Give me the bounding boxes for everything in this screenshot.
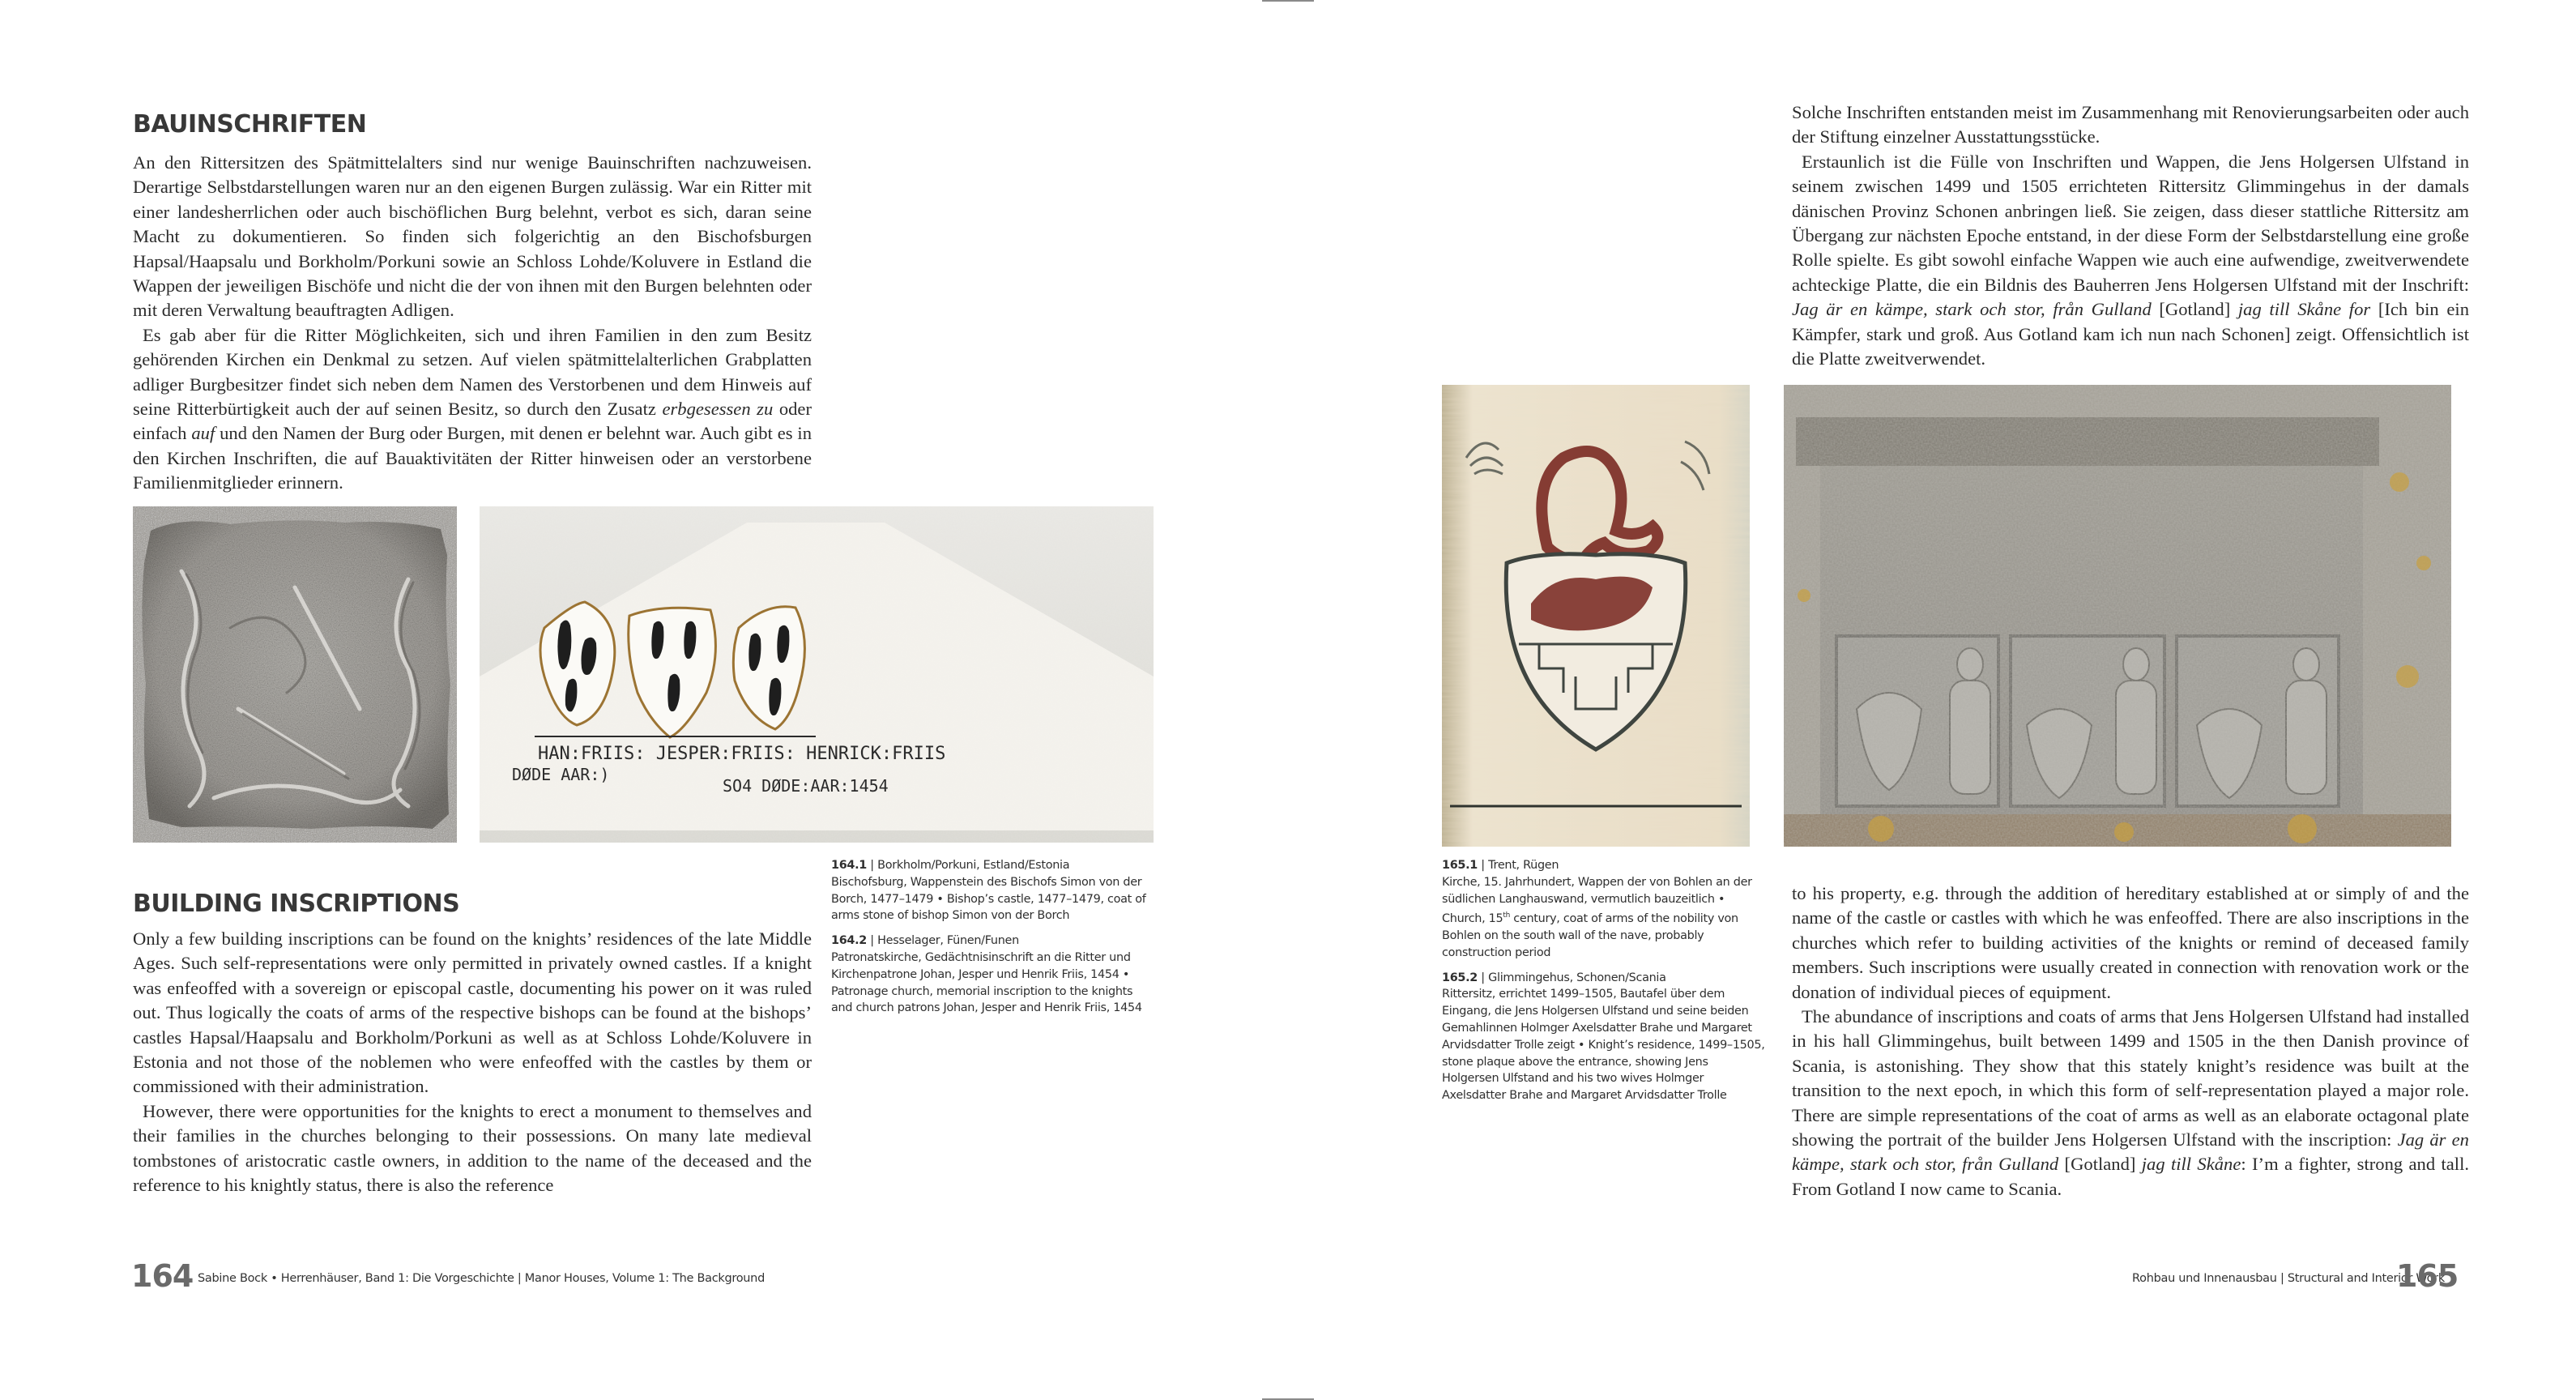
paragraph: Solche Inschriften entstanden meist im Zusammenhang mit Renovierungsarbeiten oder auch der Stiftung einzelner Ausstattungsstücke.: [1792, 102, 2469, 147]
page-number-left: 164: [131, 1258, 194, 1294]
caption-number: 164.2: [831, 934, 868, 948]
painted-coat-of-arms-image: [1442, 385, 1750, 847]
inscription-line-1: HAN:FRIIS: JESPER:FRIIS: HENRICK:FRIIS: [538, 744, 946, 764]
photo-165-2-glimmingehus-stone-plaque: [1784, 385, 2451, 847]
caption-164-2: 164.2 | Hesselager, Fünen/Funen Patronatskirche, Gedächtnisinschrift an die Ritter und Kirchenpatrone Johan, Jesper und Henrik Friis, 1454 • Patronage church, memorial inscription to the knights and church patrons Johan, Jesper and Henrik Friis, 1454: [831, 934, 1142, 1015]
caption-place: Borkholm/Porkuni, Estland/Estonia: [877, 859, 1070, 872]
caption-german: Kirche, 15. Jahrhundert, Wappen der von Bohlen an der südlichen Langhauswand, vermutlich bauzeitlich: [1442, 875, 1752, 906]
caption-german: Patronatskirche, Gedächtnisinschrift an die Ritter und Kirchenpatrone Johan, Jesper und Henrik Friis, 1454: [831, 950, 1131, 981]
paragraph: Erstaunlich ist die Fülle von Inschriften und Wappen, die Jens Holgersen Ulfstand in seinem zwischen 1499 und 1505 errichteten Rittersitz Glimmingehus in der damals dänischen Provinz Schonen anbringen ließ. Sie zeigen, dass dieser stattliche Rittersitz am Übergang zur nächsten Epoche entstand, in der diese Form der Selbstdarstellung eine große Rolle spielte. Es gibt sowohl einfache Wappen wie auch eine aufwendige, zweitverwendete achteckige Platte, die ein Bildnis des Bauherren Jens Holgersen Ulfstand mit der Inschrift: Jag är en kämpe, stark och stor, från Gulland [Gotland] jag till Skåne for [Ich bin ein Kämpfer, stark und groß. Aus Gotland kam ich nun nach Schonen] zeigt. Offensichtlich ist die Platte zweitverwendet.: [1792, 151, 2469, 369]
photo-164-2-memorial-inscription: [480, 506, 1154, 843]
captions-right: [1442, 857, 1766, 1112]
caption-english: Knight’s residence, 1499–1505, stone plaque above the entrance, showing Jens Holgersen Ulfstand and his two wives Holmger Axelsdatter Brahe and Margaret Arvidsdatter Trolle: [1442, 1038, 1765, 1103]
caption-number: 164.1: [831, 859, 868, 872]
inscription-line-2-left: DØDE AAR:): [512, 765, 610, 784]
inscription-line-2-right: SO4 DØDE:AAR:1454: [723, 776, 889, 796]
caption-german: Bischofsburg, Wappenstein des Bischofs Simon von der Borch, 1477–1479: [831, 875, 1142, 906]
paragraph: Only a few building inscriptions can be found on the knights’ residences of the late Middle Ages. Such self-representations were only permitted in privately owned castles. If a knight was enfeoffed with a sovereign or episcopal castle, documenting his power on it was ruled out. Thus logically the coats of arms of the respective bishops can be found at the bishops’ castles Hapsal/Haapsalu and Borkholm/Porkuni as well as at Schloss Lohde/Koluvere in Estonia and not those of the noblemen who were enfeoffed with the castles by them or commissioned with their administration.: [133, 928, 812, 1097]
running-head-left: Sabine Bock • Herrenhäuser, Band 1: Die Vorgeschichte | Manor Houses, Volume 1: The Background: [198, 1272, 765, 1285]
caption-german: Rittersitz, errichtet 1499–1505, Bautafel über dem Eingang, die Jens Holgersen Ulfstand und seine beiden Gemahlinnen Holmger Axelsdatter Brahe und Margaret Arvidsdatter Trolle zeigt: [1442, 988, 1752, 1052]
painted-shields-image: [480, 506, 1154, 843]
photo-165-1-coat-of-arms-von-bohlen: [1442, 385, 1750, 847]
german-heading: BAUINSCHRIFTEN: [133, 110, 367, 139]
caption-english: Church, 15th century, coat of arms of the nobility von Bohlen on the south wall of the nave, probably construction period: [1442, 911, 1738, 959]
paragraph: An den Rittersitzen des Spätmittelalters sind nur wenige Bauinschriften nachzuweisen. Derartige Selbstdarstellungen waren nur an den eigenen Burgen zulässig. War ein Ritter mit einer landesherrlichen oder auch bischöflichen Burg belehnt, verbot es sich, daran seine Macht zu dokumentieren. So finden sich folgerichtig an den Bischofsburgen Hapsal/Haapsalu und Borkholm/Porkuni sowie an Schloss Lohde/Koluvere in Estland die Wappen der jeweiligen Bischöfe und nicht die der von ihnen mit den Burgen belehnten oder mit deren Verwaltung beauftragten Adligen.: [133, 152, 812, 321]
caption-place: Trent, Rügen: [1488, 859, 1559, 872]
english-body-left: [133, 927, 812, 1197]
page-center-marker-top: [1262, 0, 1314, 2]
stone-plaque-image: [1784, 385, 2451, 847]
caption-number: 165.1: [1442, 859, 1478, 872]
caption-number: 165.2: [1442, 971, 1478, 984]
photo-164-1-coat-of-arms-stone: [133, 506, 457, 843]
german-body-right: [1792, 100, 2469, 371]
german-body-left: [133, 151, 812, 496]
caption-english: Patronage church, memorial inscription to the knights and church patrons Johan, Jesper and Henrik Friis, 1454: [831, 984, 1142, 1015]
paragraph: The abundance of inscriptions and coats of arms that Jens Holgersen Ulfstand had installed in his hall Glimmingehus, built between 1499 and 1505 in the then Danish province of Scania, is astonishing. They show that this stately knight’s residence was built at the transition to the next epoch, in which this form of self-representation played a major role. There are simple representations of the coat of arms as well as an elaborate octagonal plate showing the portrait of the builder Jens Holgersen Ulfstand with the inscription: Jag är en kämpe, stark och stor, från Gulland [Gotland] jag till Skåne: I’m a fighter, strong and tall. From Gotland I now came to Scania.: [1792, 1006, 2469, 1199]
captions-left: [831, 857, 1155, 1025]
paragraph: However, there were opportunities for the knights to erect a monument to themselves and their families in the churches belonging to their possessions. On many late medieval tombstones of aristocratic castle owners, in addition to the name of the deceased and the reference to his knightly status, there is also the reference: [133, 1100, 812, 1196]
paragraph: to his property, e.g. through the addition of hereditary established at or simply of and the name of the castle or castles with which he was enfeoffed. There are also inscriptions in the churches which refer to building activities of the knights or remind of deceased family members. Such inscriptions were usually created in connection with renovation work or the donation of individual pieces of equipment.: [1792, 883, 2469, 1002]
page-number-right: 165: [2396, 1258, 2459, 1294]
caption-165-2: 165.2 | Glimmingehus, Schonen/Scania Rittersitz, errichtet 1499–1505, Bautafel über dem Eingang, die Jens Holgersen Ulfstand und seine beiden Gemahlinnen Holmger Axelsdatter Brahe und Margaret Arvidsdatter Trolle zeigt • Knight’s residence, 1499–1505, stone plaque above the entrance, showing Jens Holgersen Ulfstand and his two wives Holmger Axelsdatter Brahe and Margaret Arvidsdatter Trolle: [1442, 971, 1765, 1103]
caption-place: Hesselager, Fünen/Funen: [877, 934, 1019, 948]
stone-relief-image: [133, 506, 457, 843]
english-body-right: [1792, 881, 2469, 1202]
english-heading: BUILDING INSCRIPTIONS: [133, 890, 460, 918]
caption-164-1: 164.1 | Borkholm/Porkuni, Estland/Estonia Bischofsburg, Wappenstein des Bischofs Simon von der Borch, 1477–1479 • Bishop’s castle, 1477–1479, coat of arms stone of bishop Simon von der Borch: [831, 859, 1146, 923]
paragraph: Es gab aber für die Ritter Möglichkeiten, sich und ihren Familien in den zum Besitz gehörenden Kirchen ein Denkmal zu setzen. Auf vielen spätmittelalterlichen Grabplatten adliger Burgbesitzer findet sich neben dem Namen des Verstorbenen und dem Hinweis auf seine Ritterbürtigkeit auch der auf seinen Besitz, so durch den Zusatz erbgesessen zu oder einfach auf und den Namen der Burg oder Burgen, mit denen er belehnt war. Auch gibt es in den Kirchen Inschriften, die auf Bauaktivitäten der Ritter hinweisen oder an verstorbene Familienmitglieder erinnern.: [133, 324, 812, 493]
running-head-right: Rohbau und Innenausbau | Structural and Interior Work: [2132, 1272, 2445, 1285]
caption-place: Glimmingehus, Schonen/Scania: [1488, 971, 1666, 984]
caption-english: Bishop’s castle, 1477–1479, coat of arms stone of bishop Simon von der Borch: [831, 892, 1146, 923]
caption-165-1: 165.1 | Trent, Rügen Kirche, 15. Jahrhundert, Wappen der von Bohlen an der südlichen Langhauswand, vermutlich bauzeitlich • Church, 15th century, coat of arms of the nobility von Bohlen on the south wall of the nave, probably construction period: [1442, 859, 1752, 959]
